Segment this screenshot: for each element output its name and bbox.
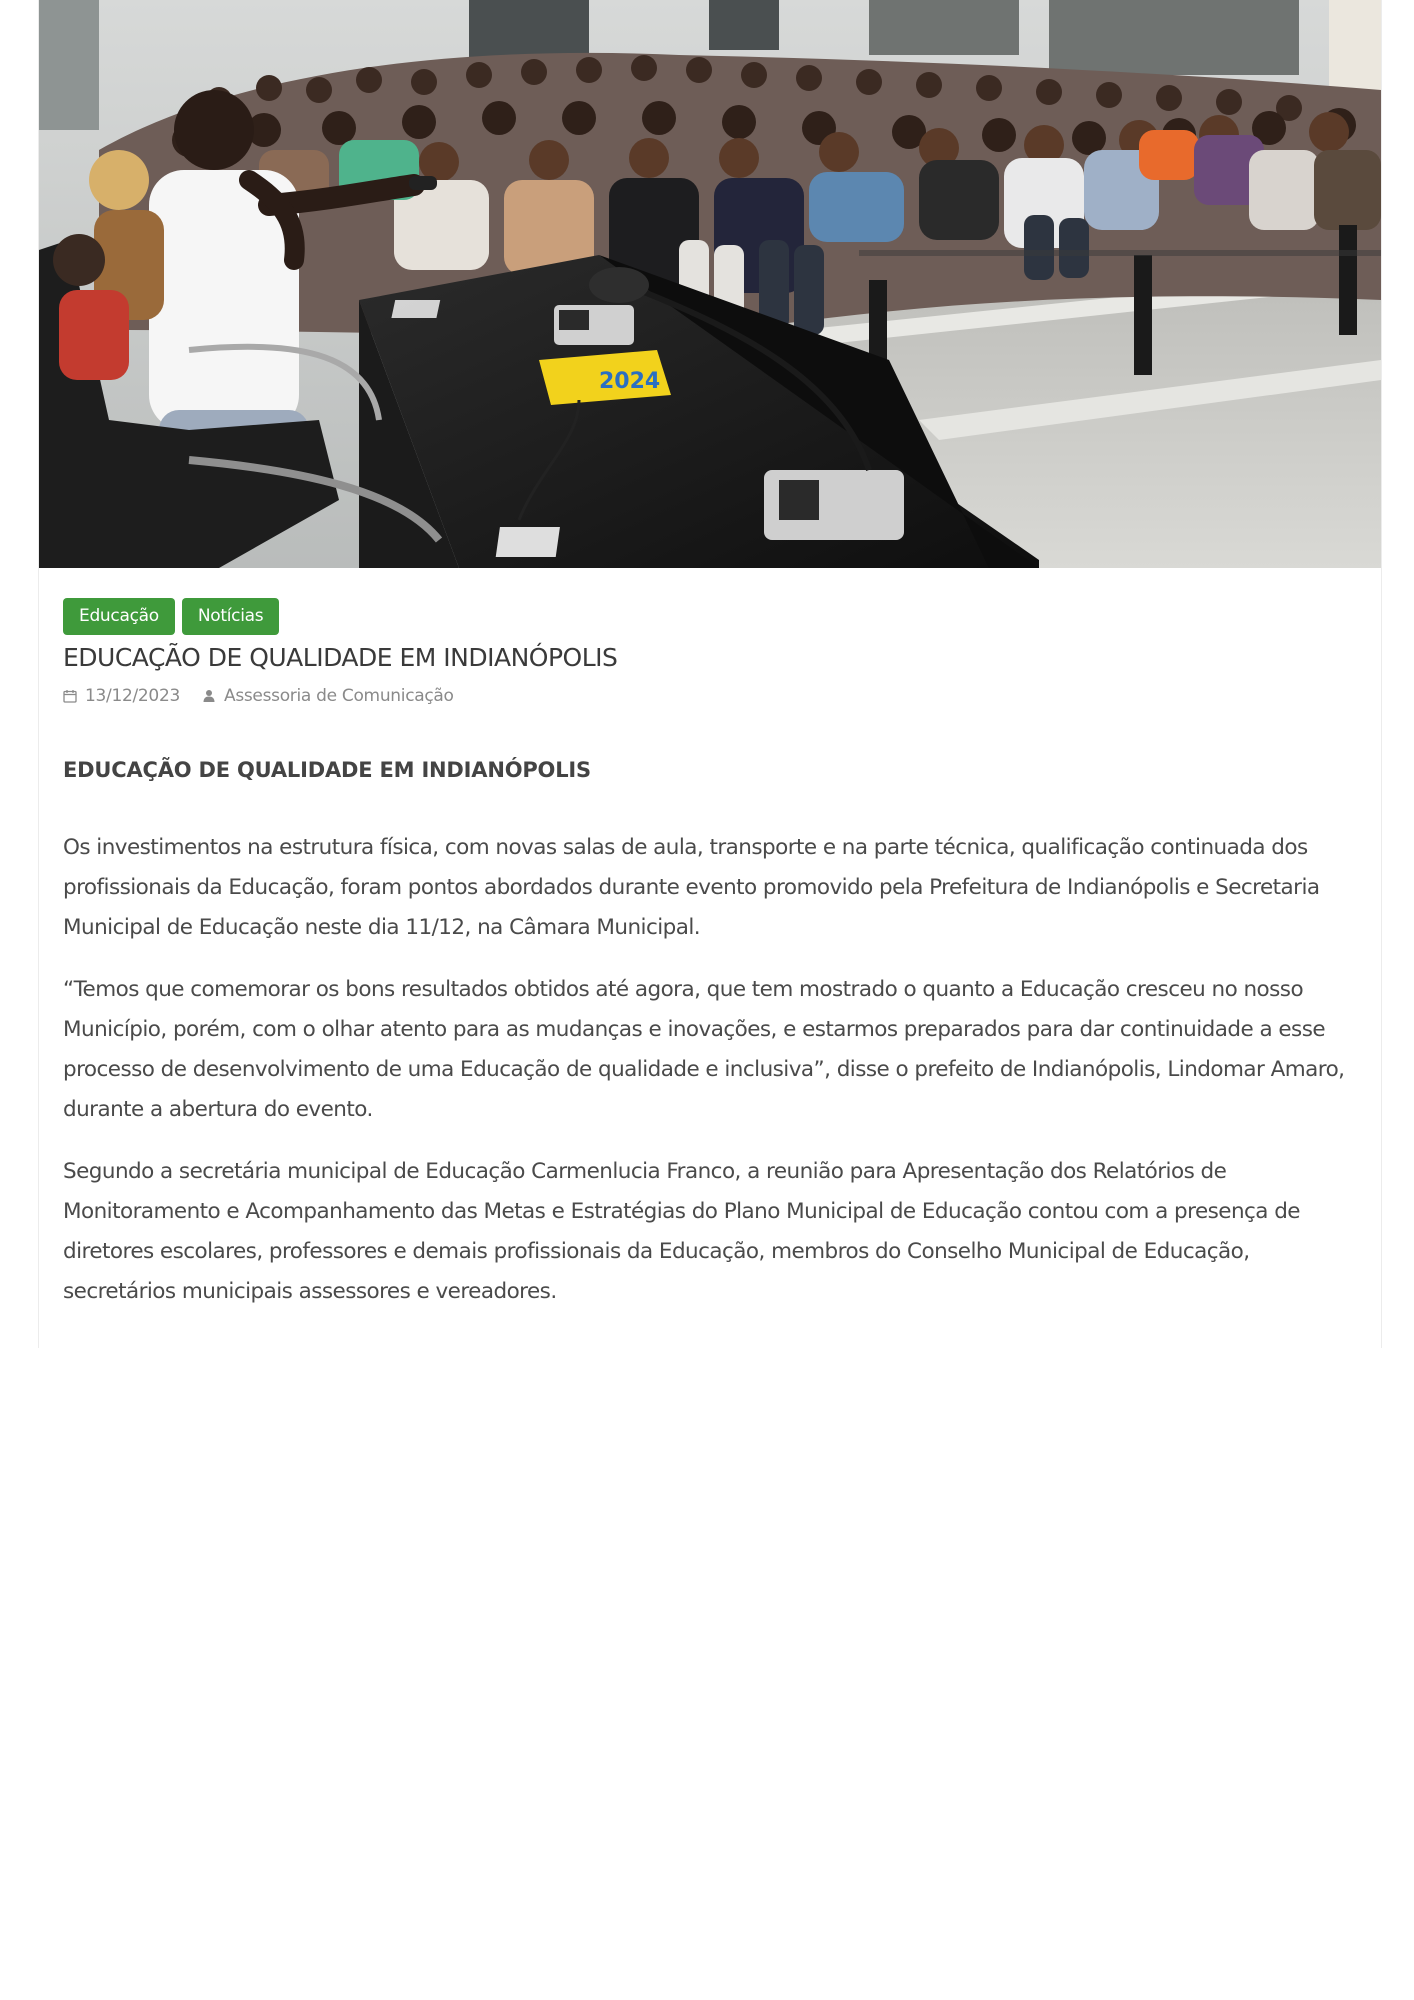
post-author-link[interactable] [202,686,454,706]
body-paragraph: “Temos que comemorar os bons resultados obtidos até agora, que tem mostrado o quanto a Educação cresceu no nosso Município, porém, com o olhar atento para as mudanças e inovações, e estarmos preparados para dar continuidade a esse processo de desenvolvimento de uma Educação de qualidade e inclusiva”, disse o prefeito de Indianópolis, Lindomar Amaro, durante a abertura do evento. [63,977,1345,1122]
post-author: Assessoria de Comunicação [223,686,454,706]
event-photo [39,0,1381,568]
article-card [38,0,1382,1348]
post-date: 13/12/2023 [85,686,180,706]
body-paragraph: Segundo a secretária municipal de Educação Carmenlucia Franco, a reunião para Apresentação dos Relatórios de Monitoramento e Acompanhamento das Metas e Estratégias do Plano Municipal de Educação contou com a presença de diretores escolares, professores e demais profissionais da Educação, membros do Conselho Municipal de Educação, secretários municipais assessores e vereadores. [63,1159,1300,1304]
category-tag-educacao[interactable]: Educação [63,598,175,635]
post-body [63,754,1363,1334]
svg-text:2024: 2024 [599,369,661,394]
user-icon [202,689,216,703]
post-title[interactable]: EDUCAÇÃO DE QUALIDADE EM INDIANÓPOLIS [63,643,618,672]
category-tag-noticias[interactable]: Notícias [182,598,279,635]
category-tags [63,598,279,635]
body-heading: EDUCAÇÃO DE QUALIDADE EM INDIANÓPOLIS [63,758,591,782]
body-paragraph: Os investimentos na estrutura física, com novas salas de aula, transporte e na parte técnica, qualificação continuada dos profissionais da Educação, foram pontos abordados durante evento promovido pela Prefeitura de Indianópolis e Secretaria Municipal de Educação neste dia 11/12, na Câmara Municipal. [63,835,1320,940]
post-date-link[interactable] [63,686,180,706]
featured-image[interactable] [39,0,1381,568]
post-meta [63,686,454,706]
calendar-icon [63,689,77,703]
